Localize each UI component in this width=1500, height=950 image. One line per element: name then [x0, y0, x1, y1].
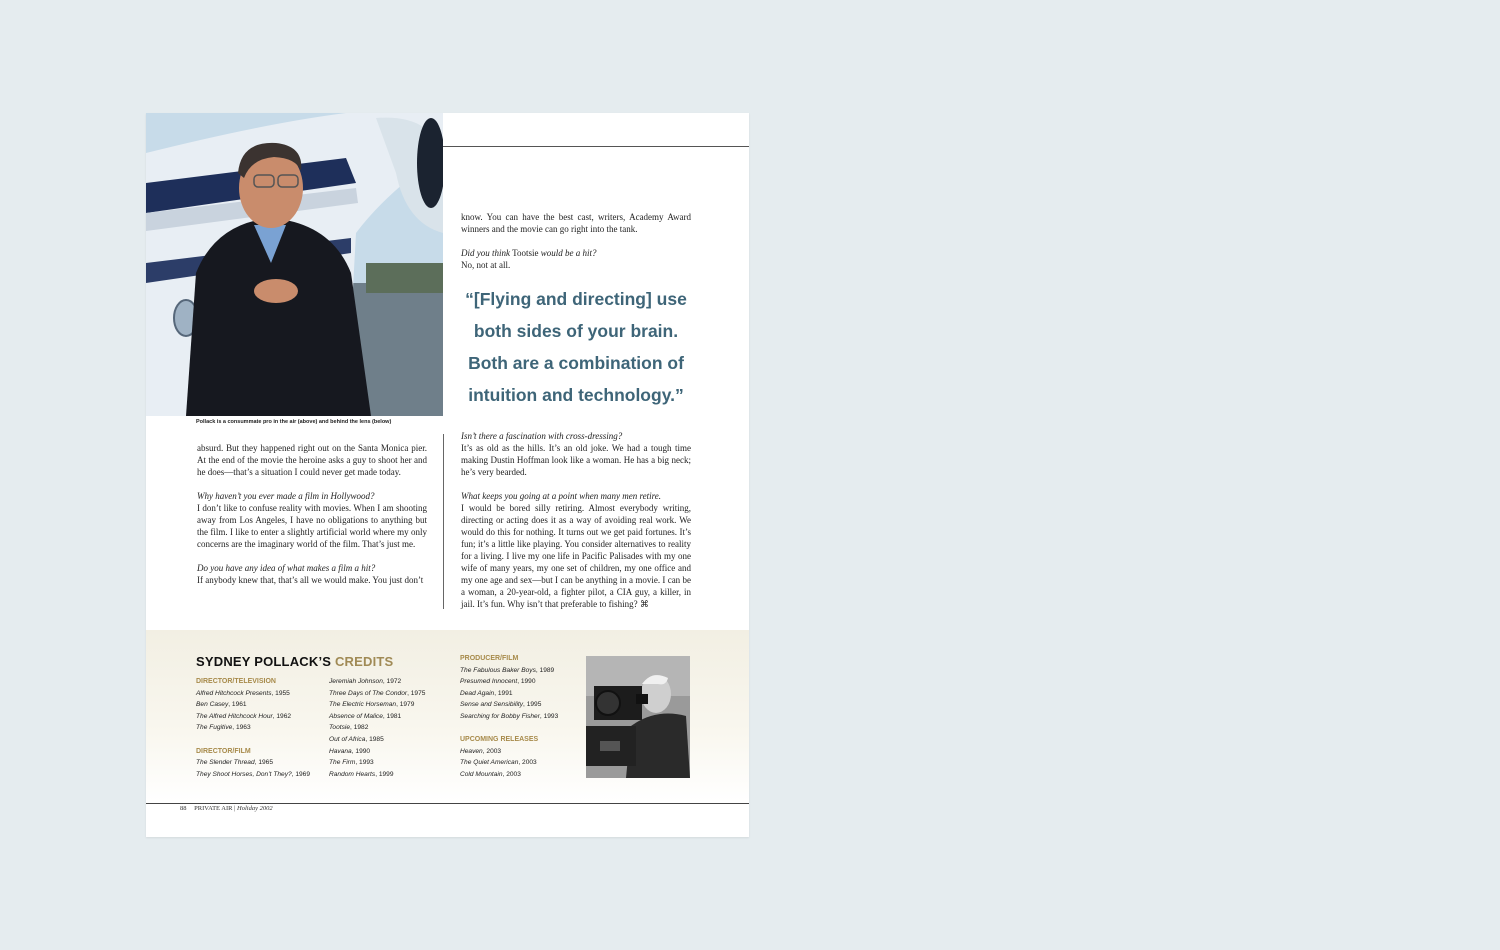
credits-title: SYDNEY POLLACK’S CREDITS: [196, 654, 394, 669]
paragraph: absurd. But they happened right out on the Santa Monica pier. At the end of the movie the heroine asks a guy to shoot her and he does—that’s a situation I could never get made today.: [197, 443, 427, 477]
credit-item: Dead Again, 1991: [460, 689, 513, 697]
credit-item: The Firm, 1993: [329, 759, 374, 767]
credit-item: Searching for Bobby Fisher, 1993: [460, 712, 559, 720]
page-footer: 88 PRIVATE AIR | Holiday 2002: [180, 805, 273, 812]
credit-item: The Fugitive, 1963: [196, 724, 251, 732]
issue-name: Holiday 2002: [237, 805, 273, 812]
end-mark-icon: ⌘: [639, 599, 649, 609]
right-column-bottom: [461, 430, 691, 610]
credit-item: Absence of Malice, 1981: [329, 712, 402, 720]
credit-item: Three Days of The Condor, 1975: [329, 689, 426, 697]
magazine-name: PRIVATE AIR: [194, 805, 233, 812]
credit-item: The Alfred Hitchcock Hour, 1962: [196, 712, 292, 720]
question: Do you have any idea of what makes a film a hit?: [197, 563, 376, 573]
answer: No, not at all.: [461, 260, 511, 270]
magazine-page: [146, 113, 749, 837]
credits-heading: DIRECTOR/FILM: [196, 747, 251, 755]
credit-item: The Fabulous Baker Boys, 1989: [460, 666, 555, 674]
credit-item: Presumed Innocent, 1990: [460, 678, 536, 686]
credit-item: Jeremiah Johnson, 1972: [329, 678, 402, 685]
question: Isn’t there a fascination with cross-dressing?: [461, 431, 623, 441]
credit-item: Sense and Sensibility, 1995: [460, 701, 542, 709]
right-column-top: [461, 211, 691, 271]
column-divider: [443, 434, 444, 609]
question: What keeps you going at a point when many men retire.: [461, 491, 662, 501]
credits-box: [146, 630, 749, 802]
credit-item: The Quiet American, 2003: [460, 759, 537, 767]
credit-item: Random Hearts, 1999: [329, 770, 394, 778]
answer: I don’t like to confuse reality with movies. When I am shooting away from Los Angeles, I have no obligations to anything but the film. I like to enter a slightly artificial world where my only concerns are the imaginary world of the film. That’s just me.: [197, 503, 427, 549]
credit-item: Havana, 1990: [329, 747, 371, 755]
credit-item: Cold Mountain, 2003: [460, 770, 521, 778]
credit-item: Heaven, 2003: [460, 747, 502, 755]
page-number: 88: [180, 805, 187, 812]
answer: It’s as old as the hills. It’s an old joke. We had a tough time making Dustin Hoffman look like a woman. He has a big neck; he’s very bearded.: [461, 443, 691, 477]
pull-quote: “[Flying and directing] use both sides of your brain. Both are a combination of intuition and technology.”: [465, 289, 687, 405]
credits-col-2: [329, 676, 449, 780]
footer-rule: [146, 803, 749, 804]
credits-col-3: [460, 653, 585, 781]
photo-pollack-behind-camera: [586, 656, 690, 778]
credit-item: Out of Africa, 1985: [329, 735, 384, 743]
credits-heading: UPCOMING RELEASES: [460, 736, 539, 744]
left-column: [197, 442, 427, 586]
answer: If anybody knew that, that’s all we would make. You just don’t: [197, 575, 424, 585]
credit-item: Ben Casey, 1961: [196, 701, 247, 709]
question: Why haven’t you ever made a film in Hollywood?: [197, 491, 375, 501]
credits-col-1: [196, 676, 326, 780]
paragraph: know. You can have the best cast, writers, Academy Award winners and the movie can go right into the tank.: [461, 212, 691, 234]
photo-pollack-by-jet: [146, 113, 443, 416]
credit-item: They Shoot Horses, Don’t They?, 1969: [196, 770, 310, 778]
top-rule: [443, 146, 749, 147]
credits-heading: DIRECTOR/TELEVISION: [196, 678, 276, 685]
question: Did you think Tootsie would be a hit?: [461, 248, 597, 258]
credit-item: Tootsie, 1982: [329, 724, 369, 732]
photo-caption: Pollack is a consummate pro in the air (above) and behind the lens (below): [196, 419, 392, 425]
credit-item: Alfred Hitchcock Presents, 1955: [196, 689, 290, 697]
credit-item: The Slender Thread, 1965: [196, 759, 273, 767]
credit-item: The Electric Horseman, 1979: [329, 701, 415, 709]
credits-heading: PRODUCER/FILM: [460, 655, 519, 662]
answer: I would be bored silly retiring. Almost everybody writing, directing or acting does it as a way of avoiding real work. We would do this for nothing. It turns out we get paid fortunes. It’s fun; it’s a little like playing. You consider alternatives to reality for a living. I live my one life in Pacific Palisades with my one wife of many years, my one set of children, my one office and my one age and sex—but I can be anything in a movie. I can be a woman, a 20-year-old, a fighter pilot, a CIA guy, a killer, in jail. It’s fun. Why isn’t that preferable to fishing? ⌘: [461, 503, 691, 609]
